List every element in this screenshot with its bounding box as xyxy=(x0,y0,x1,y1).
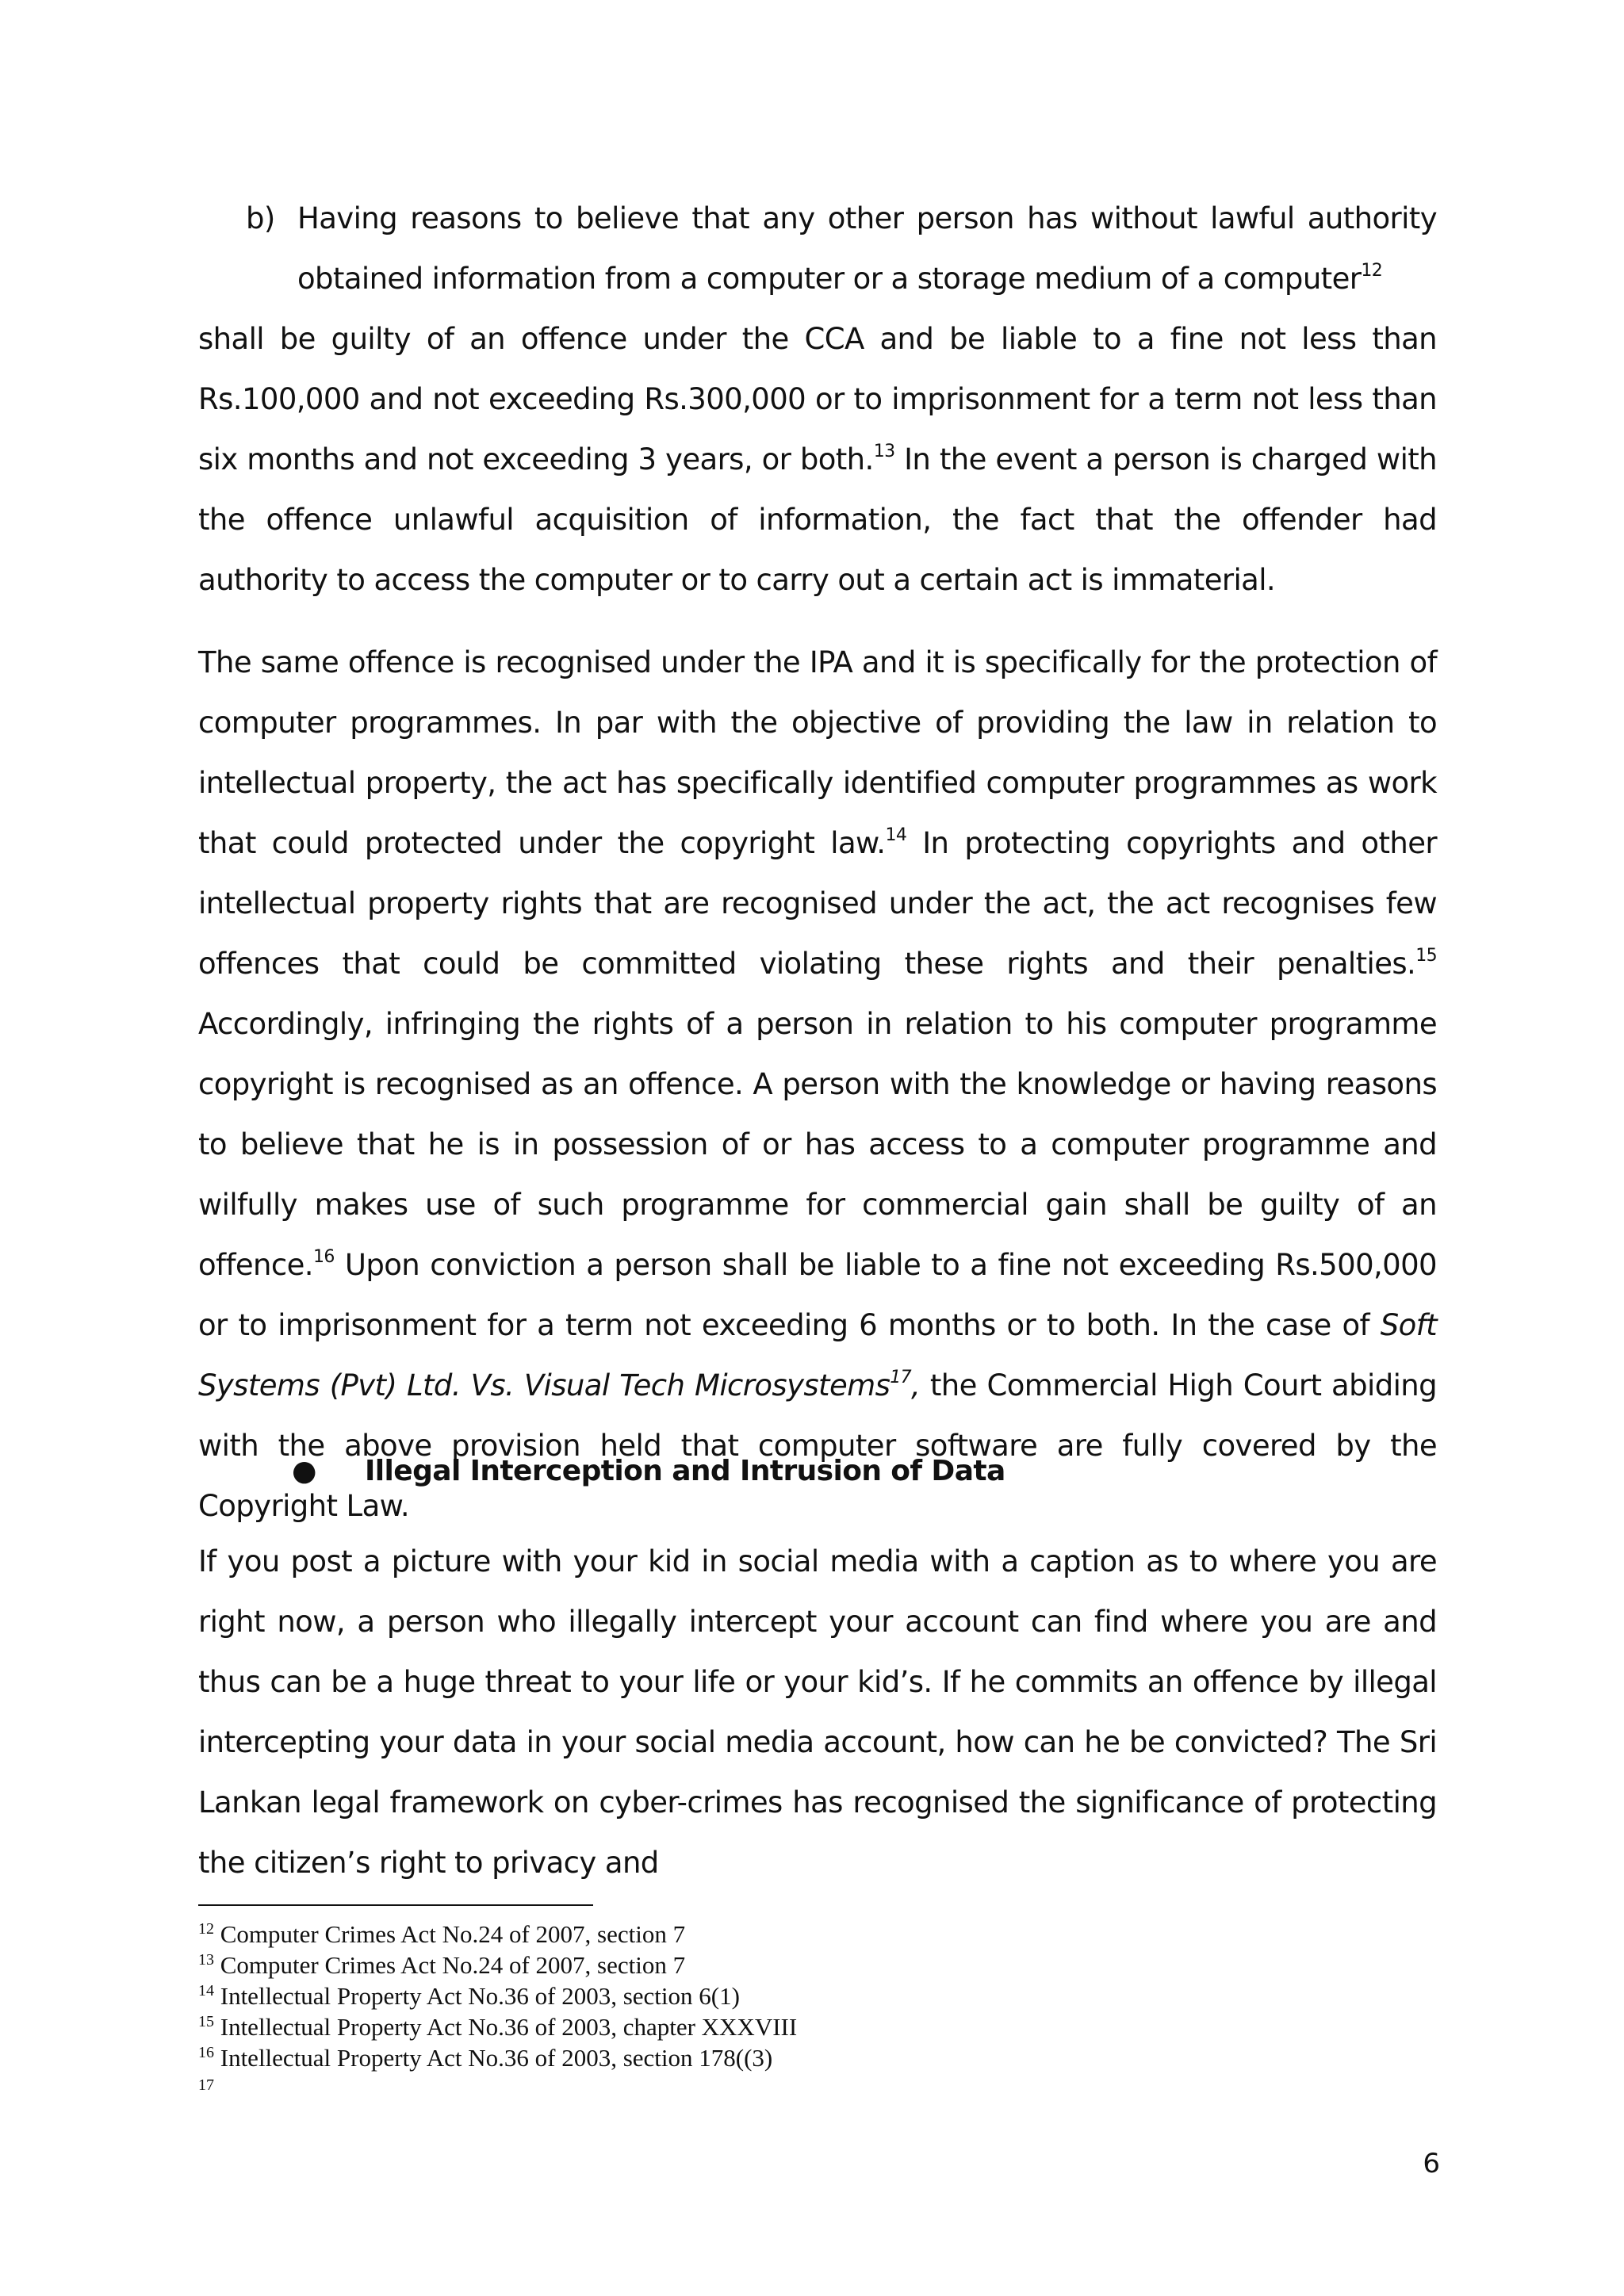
footnote-ref-17: 17 xyxy=(890,1368,912,1387)
paragraph-penalty xyxy=(198,309,1437,610)
footnotes xyxy=(198,1919,1308,2097)
footnote-text: Intellectual Property Act No.36 of 2003, chapter XXXVIII xyxy=(214,2013,798,2041)
footnote-ref-14: 14 xyxy=(885,825,907,845)
footnote-number: 17 xyxy=(198,2076,214,2094)
paragraph-ipa-text-3: Accordingly, infringing the rights of a person in relation to his computer programme copyright is recognised as an offence. A person with the knowledge or having reasons to believe that he is in possession of or has access to a computer programme and wilfully makes use of such programme for commercial gain shall be guilty of an offence. xyxy=(198,1007,1437,1282)
footnote-text: Computer Crimes Act No.24 of 2007, section 7 xyxy=(214,1951,686,1979)
page-number: 6 xyxy=(1423,2148,1440,2179)
footnote-ref-13: 13 xyxy=(873,442,895,461)
list-item-line-2: information from a computer or a storage medium of a computer xyxy=(431,262,1362,296)
paragraph-ipa-text-2: In protecting copyrights and other intellectual property rights that are recognised under the act, the act recognises few offences that could be committed violating these rights and their penalties. xyxy=(198,826,1437,981)
paragraph-ipa-text-5: the Commercial High Court abiding with the above provision held that computer software are fully covered by the Copyright Law. xyxy=(198,1368,1437,1523)
footnote-number: 13 xyxy=(198,1951,214,1969)
footnote-number: 14 xyxy=(198,1982,214,1999)
paragraph-interception-text: If you post a picture with your kid in social media with a caption as to where you are right now, a person who illegally intercept your account can find where you are and thus can be a huge threat to your life or your kid’s. If he commits an offence by illegal intercepting your data in your social media account, how can he be convicted? The Sri Lankan legal framework on cyber-crimes has recognised the significance of protecting the citizen’s right to privacy and xyxy=(198,1544,1437,1880)
footnote-ref-16: 16 xyxy=(312,1247,335,1267)
case-name: Soft Systems (Pvt) Ltd. Vs. Visual Tech Microsystems xyxy=(198,1308,1437,1402)
list-item-line-1: Having reasons to believe that any other person has without lawful authority obtained xyxy=(297,201,1437,296)
footnote-text: Computer Crimes Act No.24 of 2007, section 7 xyxy=(214,1920,686,1948)
footnote-16 xyxy=(198,2042,1308,2073)
list-item-text xyxy=(297,189,1437,309)
list-marker: b) xyxy=(246,201,275,235)
bullet-icon: ● xyxy=(292,1455,316,1487)
section-heading xyxy=(292,1441,1243,1502)
footnote-ref-15: 15 xyxy=(1415,946,1437,966)
footnote-text: Intellectual Property Act No.36 of 2003, section 178((3) xyxy=(214,2044,773,2072)
footnote-ref-12: 12 xyxy=(1361,261,1383,281)
paragraph-penalty-text-2: In the event a person is charged with the offence unlawful acquisition of information, the fact that the offender had authority to access the computer or to carry out a certain act is immaterial. xyxy=(198,442,1438,597)
paragraph-ipa xyxy=(198,633,1437,1536)
footnote-17 xyxy=(198,2073,1308,2097)
footnote-13 xyxy=(198,1950,1308,1980)
list-item-b xyxy=(246,189,1437,309)
footnote-12 xyxy=(198,1919,1308,1950)
footnote-number: 15 xyxy=(198,2013,214,2030)
paragraph-ipa-text-1: The same offence is recognised under the IPA and it is specifically for the protection of computer programmes. In par with the objective of providing the law in relation to intellectual property, the act has specifically identified computer programmes as work that could protected under the copyright law. xyxy=(198,645,1437,860)
paragraph-penalty-text-1: shall be guilty of an offence under the CCA and be liable to a fine not less than Rs.100,000 and not exceeding Rs.300,000 or to imprisonment for a term not less than six months and not exceeding 3 years, or both. xyxy=(198,322,1437,476)
footnote-text: Intellectual Property Act No.36 of 2003, section 6(1) xyxy=(214,1982,740,2010)
footnote-separator xyxy=(198,1904,593,1906)
footnote-14 xyxy=(198,1980,1308,2011)
section-heading-text: Illegal Interception and Intrusion of Data xyxy=(365,1455,1005,1487)
footnote-number: 12 xyxy=(198,1920,214,1938)
paragraph-interception xyxy=(198,1532,1437,1893)
paragraph-ipa-text-4: Upon conviction a person shall be liable to a fine not exceeding Rs.500,000 or to imprisonment for a term not exceeding 6 months or to both. In the case of xyxy=(198,1248,1437,1342)
case-comma: , xyxy=(911,1368,921,1402)
footnote-15 xyxy=(198,2011,1308,2042)
footnote-number: 16 xyxy=(198,2044,214,2061)
